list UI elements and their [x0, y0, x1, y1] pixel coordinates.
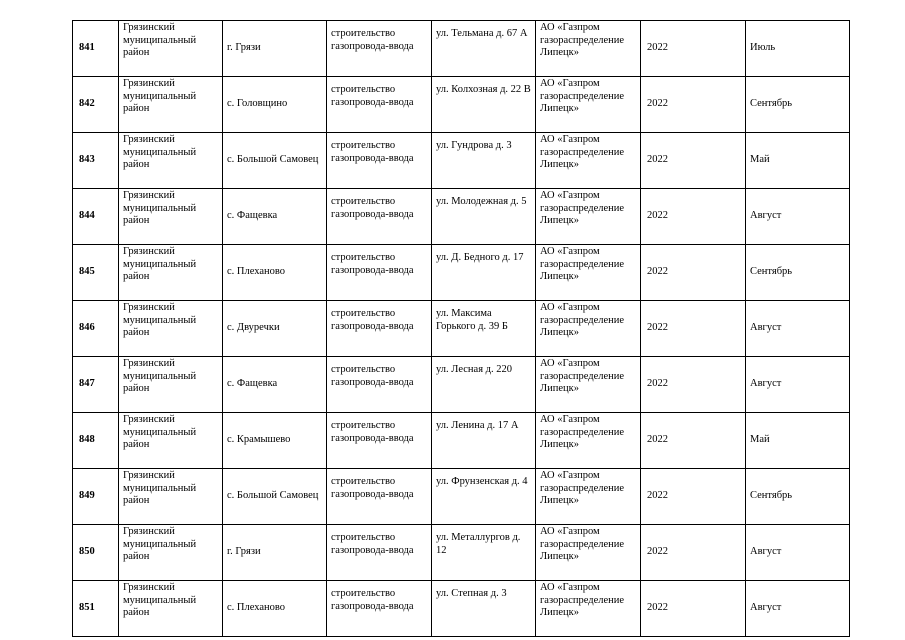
table-row — [73, 525, 850, 581]
year-cell: 2022 — [641, 469, 746, 525]
organization-cell: АО «Газпром газораспределение Липецк» — [536, 21, 641, 77]
district-cell: Грязинский муниципальный район — [119, 469, 223, 525]
address-cell: ул. Д. Бедного д. 17 — [432, 245, 536, 301]
table-body — [73, 21, 850, 637]
month-cell: Май — [746, 133, 850, 189]
work-type-cell: строительство газопровода-ввода — [327, 133, 432, 189]
year-cell: 2022 — [641, 413, 746, 469]
locality-cell: с. Плеханово — [223, 245, 327, 301]
table-row — [73, 77, 850, 133]
table-row — [73, 357, 850, 413]
work-type-cell: строительство газопровода-ввода — [327, 245, 432, 301]
address-cell: ул. Металлургов д. 12 — [432, 525, 536, 581]
organization-cell: АО «Газпром газораспределение Липецк» — [536, 581, 641, 637]
district-cell: Грязинский муниципальный район — [119, 301, 223, 357]
address-cell: ул. Максима Горького д. 39 Б — [432, 301, 536, 357]
address-cell: ул. Гундрова д. 3 — [432, 133, 536, 189]
locality-cell: г. Грязи — [223, 525, 327, 581]
row-number-cell: 847 — [73, 357, 119, 413]
district-cell: Грязинский муниципальный район — [119, 133, 223, 189]
year-cell: 2022 — [641, 581, 746, 637]
locality-cell: с. Фащевка — [223, 357, 327, 413]
month-cell: Сентябрь — [746, 77, 850, 133]
address-cell: ул. Ленина д. 17 А — [432, 413, 536, 469]
locality-cell: с. Головщино — [223, 77, 327, 133]
district-cell: Грязинский муниципальный район — [119, 21, 223, 77]
table-row — [73, 189, 850, 245]
row-number-cell: 844 — [73, 189, 119, 245]
locality-cell: г. Грязи — [223, 21, 327, 77]
row-number-cell: 845 — [73, 245, 119, 301]
work-type-cell: строительство газопровода-ввода — [327, 189, 432, 245]
locality-cell: с. Фащевка — [223, 189, 327, 245]
month-cell: Август — [746, 301, 850, 357]
district-cell: Грязинский муниципальный район — [119, 413, 223, 469]
year-cell: 2022 — [641, 133, 746, 189]
row-number-cell: 848 — [73, 413, 119, 469]
month-cell: Июль — [746, 21, 850, 77]
district-cell: Грязинский муниципальный район — [119, 525, 223, 581]
row-number-cell: 846 — [73, 301, 119, 357]
row-number-cell: 849 — [73, 469, 119, 525]
work-type-cell: строительство газопровода-ввода — [327, 525, 432, 581]
district-cell: Грязинский муниципальный район — [119, 245, 223, 301]
address-cell: ул. Молодежная д. 5 — [432, 189, 536, 245]
month-cell: Сентябрь — [746, 469, 850, 525]
organization-cell: АО «Газпром газораспределение Липецк» — [536, 301, 641, 357]
month-cell: Май — [746, 413, 850, 469]
year-cell: 2022 — [641, 301, 746, 357]
year-cell: 2022 — [641, 21, 746, 77]
work-type-cell: строительство газопровода-ввода — [327, 413, 432, 469]
year-cell: 2022 — [641, 357, 746, 413]
address-cell: ул. Степная д. 3 — [432, 581, 536, 637]
year-cell: 2022 — [641, 525, 746, 581]
month-cell: Август — [746, 581, 850, 637]
year-cell: 2022 — [641, 77, 746, 133]
table-row — [73, 133, 850, 189]
organization-cell: АО «Газпром газораспределение Липецк» — [536, 245, 641, 301]
organization-cell: АО «Газпром газораспределение Липецк» — [536, 469, 641, 525]
year-cell: 2022 — [641, 189, 746, 245]
month-cell: Август — [746, 357, 850, 413]
organization-cell: АО «Газпром газораспределение Липецк» — [536, 413, 641, 469]
locality-cell: с. Двуречки — [223, 301, 327, 357]
district-cell: Грязинский муниципальный район — [119, 357, 223, 413]
gasification-plan-table-container — [72, 20, 850, 637]
year-cell: 2022 — [641, 245, 746, 301]
address-cell: ул. Тельмана д. 67 А — [432, 21, 536, 77]
locality-cell: с. Большой Самовец — [223, 469, 327, 525]
locality-cell: с. Плеханово — [223, 581, 327, 637]
month-cell: Август — [746, 525, 850, 581]
work-type-cell: строительство газопровода-ввода — [327, 469, 432, 525]
gasification-plan-table — [72, 20, 850, 637]
address-cell: ул. Фрунзенская д. 4 — [432, 469, 536, 525]
month-cell: Август — [746, 189, 850, 245]
address-cell: ул. Лесная д. 220 — [432, 357, 536, 413]
district-cell: Грязинский муниципальный район — [119, 189, 223, 245]
address-cell: ул. Колхозная д. 22 В — [432, 77, 536, 133]
month-cell: Сентябрь — [746, 245, 850, 301]
row-number-cell: 843 — [73, 133, 119, 189]
work-type-cell: строительство газопровода-ввода — [327, 357, 432, 413]
district-cell: Грязинский муниципальный район — [119, 581, 223, 637]
table-row — [73, 21, 850, 77]
row-number-cell: 850 — [73, 525, 119, 581]
organization-cell: АО «Газпром газораспределение Липецк» — [536, 77, 641, 133]
table-row — [73, 469, 850, 525]
work-type-cell: строительство газопровода-ввода — [327, 581, 432, 637]
organization-cell: АО «Газпром газораспределение Липецк» — [536, 525, 641, 581]
work-type-cell: строительство газопровода-ввода — [327, 21, 432, 77]
work-type-cell: строительство газопровода-ввода — [327, 301, 432, 357]
row-number-cell: 851 — [73, 581, 119, 637]
locality-cell: с. Большой Самовец — [223, 133, 327, 189]
organization-cell: АО «Газпром газораспределение Липецк» — [536, 189, 641, 245]
work-type-cell: строительство газопровода-ввода — [327, 77, 432, 133]
organization-cell: АО «Газпром газораспределение Липецк» — [536, 357, 641, 413]
row-number-cell: 842 — [73, 77, 119, 133]
locality-cell: с. Крамышево — [223, 413, 327, 469]
table-row — [73, 581, 850, 637]
table-row — [73, 301, 850, 357]
row-number-cell: 841 — [73, 21, 119, 77]
district-cell: Грязинский муниципальный район — [119, 77, 223, 133]
table-row — [73, 245, 850, 301]
table-row — [73, 413, 850, 469]
organization-cell: АО «Газпром газораспределение Липецк» — [536, 133, 641, 189]
